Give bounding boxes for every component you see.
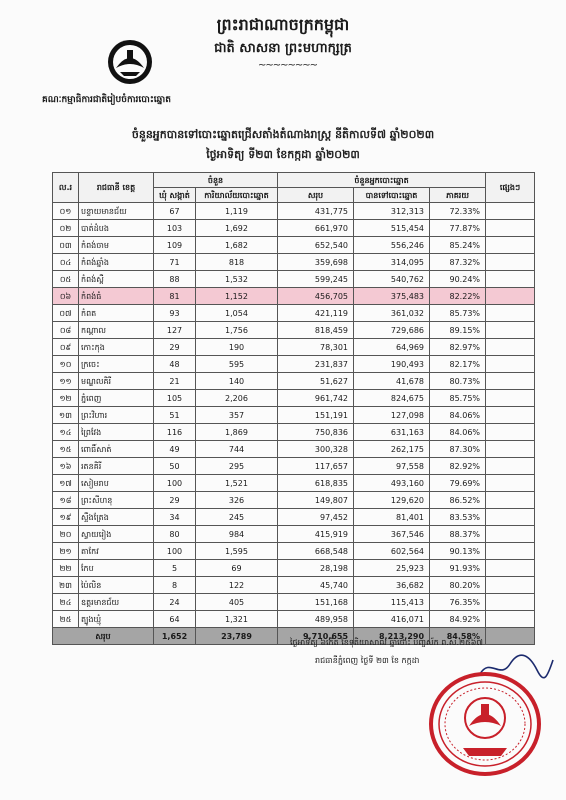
cell-province: ឧត្តរមានជ័យ	[79, 594, 154, 611]
cell-total: 149,807	[278, 492, 354, 509]
table-row	[53, 441, 535, 458]
table-row	[53, 543, 535, 560]
cell-percent: 83.53%	[430, 509, 486, 526]
cell-stations: 1,692	[196, 220, 278, 237]
cell-no: ២២	[53, 560, 79, 577]
cell-percent: 89.15%	[430, 322, 486, 339]
table-row	[53, 254, 535, 271]
cell-notes	[486, 492, 535, 509]
kingdom-heading: ព្រះរាជាណាចក្រកម្ពុជា	[216, 15, 350, 34]
table-row	[53, 560, 535, 577]
table-row	[53, 594, 535, 611]
cell-voted: 367,546	[354, 526, 430, 543]
cell-total: 421,119	[278, 305, 354, 322]
table-row	[53, 356, 535, 373]
cell-province: ព្រះវិហារ	[79, 407, 154, 424]
document-date: ថ្ងៃអាទិត្យ ទី២៣ ខែកក្កដា ឆ្នាំ២០២៣	[206, 148, 360, 161]
cell-no: ១៣	[53, 407, 79, 424]
cell-total: 431,775	[278, 203, 354, 220]
cell-stations: 122	[196, 577, 278, 594]
cell-voted: 25,923	[354, 560, 430, 577]
cell-voted: 127,098	[354, 407, 430, 424]
cell-notes	[486, 390, 535, 407]
cell-percent: 77.87%	[430, 220, 486, 237]
cell-stations: 1,152	[196, 288, 278, 305]
table-row	[53, 492, 535, 509]
cell-notes	[486, 509, 535, 526]
cell-percent: 88.37%	[430, 526, 486, 543]
cell-voted: 824,675	[354, 390, 430, 407]
cell-percent: 82.92%	[430, 458, 486, 475]
cell-province: ស្វាយរៀង	[79, 526, 154, 543]
cell-percent: 85.24%	[430, 237, 486, 254]
cell-no: ០៣	[53, 237, 79, 254]
cell-province: បន្ទាយមានជ័យ	[79, 203, 154, 220]
table-row	[53, 390, 535, 407]
cell-no: ២៤	[53, 594, 79, 611]
cell-total: 51,627	[278, 373, 354, 390]
cell-notes	[486, 577, 535, 594]
cell-no: ២០	[53, 526, 79, 543]
cell-stations: 1,595	[196, 543, 278, 560]
cell-notes	[486, 203, 535, 220]
cell-no: ១០	[53, 356, 79, 373]
cell-stations: 1,682	[196, 237, 278, 254]
ornamental-separator: ~~~~~~~~	[258, 60, 318, 71]
cell-voted: 556,246	[354, 237, 430, 254]
cell-percent: 87.30%	[430, 441, 486, 458]
cell-province: កំពង់ធំ	[79, 288, 154, 305]
document-title: ចំនួនអ្នកបានទៅបោះឆ្នោតជ្រើសតាំងតំណាងរាស្ត្រ នីតិកាលទី៧ ឆ្នាំ២០២៣	[131, 128, 435, 141]
totals-voted: 8,213,290	[354, 628, 430, 645]
cell-province: ព្រះសីហនុ	[79, 492, 154, 509]
cell-communes: 109	[154, 237, 196, 254]
cell-voted: 41,678	[354, 373, 430, 390]
cell-percent: 76.35%	[430, 594, 486, 611]
table-row	[53, 322, 535, 339]
cell-no: ១២	[53, 390, 79, 407]
cell-percent: 82.17%	[430, 356, 486, 373]
table-row	[53, 203, 535, 220]
national-motto: ជាតិ សាសនា ព្រះមហាក្សត្រ	[214, 41, 352, 56]
cell-province: កំពង់ចាម	[79, 237, 154, 254]
cell-communes: 88	[154, 271, 196, 288]
cell-communes: 24	[154, 594, 196, 611]
cell-province: ភ្នំពេញ	[79, 390, 154, 407]
table-row	[53, 271, 535, 288]
cell-communes: 100	[154, 475, 196, 492]
cell-total: 151,191	[278, 407, 354, 424]
table-row	[53, 220, 535, 237]
cell-province: កណ្ដាល	[79, 322, 154, 339]
cell-voted: 81,401	[354, 509, 430, 526]
cell-communes: 51	[154, 407, 196, 424]
cell-notes	[486, 475, 535, 492]
cell-percent: 90.24%	[430, 271, 486, 288]
cell-stations: 818	[196, 254, 278, 271]
cell-province: កំពត	[79, 305, 154, 322]
cell-total: 618,835	[278, 475, 354, 492]
cell-notes	[486, 237, 535, 254]
cell-voted: 97,558	[354, 458, 430, 475]
cell-communes: 71	[154, 254, 196, 271]
cell-no: ០៦	[53, 288, 79, 305]
totals-stations: 23,789	[196, 628, 278, 645]
totals-communes: 1,652	[154, 628, 196, 645]
header-stations: ការិយាល័យបោះឆ្នោត	[196, 188, 278, 203]
cell-notes	[486, 254, 535, 271]
cell-notes	[486, 560, 535, 577]
cell-stations: 1,321	[196, 611, 278, 628]
cell-stations: 245	[196, 509, 278, 526]
cell-stations: 1,869	[196, 424, 278, 441]
cell-voted: 262,175	[354, 441, 430, 458]
cell-percent: 80.20%	[430, 577, 486, 594]
table-row	[53, 611, 535, 628]
cell-percent: 87.32%	[430, 254, 486, 271]
cell-no: ០៧	[53, 305, 79, 322]
cell-percent: 72.33%	[430, 203, 486, 220]
cell-communes: 105	[154, 390, 196, 407]
cell-percent: 91.93%	[430, 560, 486, 577]
cell-province: កំពង់ឆ្នាំង	[79, 254, 154, 271]
cell-notes	[486, 407, 535, 424]
cell-percent: 90.13%	[430, 543, 486, 560]
lunar-date-line: ថ្ងៃអាទិត្យ ៦កើត ខែទុតិយាសាឍ ឆ្នាំថោះ បញ្ចស័ក ព.ស.២៥៦៧	[290, 638, 483, 647]
cell-communes: 116	[154, 424, 196, 441]
cell-stations: 69	[196, 560, 278, 577]
cell-notes	[486, 322, 535, 339]
cell-stations: 595	[196, 356, 278, 373]
cell-no: ១៩	[53, 509, 79, 526]
cell-communes: 29	[154, 492, 196, 509]
header-voters-group: ចំនួនអ្នកបោះឆ្នោត	[278, 173, 486, 188]
cell-voted: 515,454	[354, 220, 430, 237]
header-no: ល.រ	[53, 173, 79, 203]
cell-voted: 375,483	[354, 288, 430, 305]
cell-no: ១៨	[53, 492, 79, 509]
cell-percent: 82.97%	[430, 339, 486, 356]
cell-total: 300,328	[278, 441, 354, 458]
cell-total: 652,540	[278, 237, 354, 254]
table-row	[53, 305, 535, 322]
cell-total: 78,301	[278, 339, 354, 356]
cell-stations: 357	[196, 407, 278, 424]
cell-total: 28,198	[278, 560, 354, 577]
cell-communes: 81	[154, 288, 196, 305]
cell-stations: 326	[196, 492, 278, 509]
cell-voted: 416,071	[354, 611, 430, 628]
cell-no: ២១	[53, 543, 79, 560]
cell-percent: 85.73%	[430, 305, 486, 322]
cell-voted: 602,564	[354, 543, 430, 560]
cell-province: កែប	[79, 560, 154, 577]
cell-total: 750,836	[278, 424, 354, 441]
cell-voted: 129,620	[354, 492, 430, 509]
cell-communes: 34	[154, 509, 196, 526]
cell-communes: 21	[154, 373, 196, 390]
cell-province: ក្រចេះ	[79, 356, 154, 373]
cell-percent: 79.69%	[430, 475, 486, 492]
cell-no: ១៦	[53, 458, 79, 475]
header-count-group: ចំនួន	[154, 173, 278, 188]
header-notes: ផ្សេងៗ	[486, 173, 535, 203]
cell-total: 117,657	[278, 458, 354, 475]
cell-province: ត្បូងឃ្មុំ	[79, 611, 154, 628]
cell-communes: 50	[154, 458, 196, 475]
cell-notes	[486, 305, 535, 322]
cell-no: ១៧	[53, 475, 79, 492]
header-province: រាជធានី ខេត្ត	[79, 173, 154, 203]
cell-no: ១៥	[53, 441, 79, 458]
cell-province: កោះកុង	[79, 339, 154, 356]
cell-total: 961,742	[278, 390, 354, 407]
cell-notes	[486, 271, 535, 288]
official-seal-icon	[425, 668, 545, 780]
cell-total: 661,970	[278, 220, 354, 237]
cell-communes: 49	[154, 441, 196, 458]
cell-communes: 80	[154, 526, 196, 543]
cell-stations: 140	[196, 373, 278, 390]
cell-total: 599,245	[278, 271, 354, 288]
cell-province: រតនគិរី	[79, 458, 154, 475]
place-date-line: រាជធានីភ្នំពេញ ថ្ងៃទី ២៣ ខែ កក្កដា	[315, 656, 420, 665]
cell-notes	[486, 339, 535, 356]
table-row	[53, 526, 535, 543]
header-percent: ភាគរយ	[430, 188, 486, 203]
cell-stations: 1,532	[196, 271, 278, 288]
cell-no: ០២	[53, 220, 79, 237]
cell-stations: 1,054	[196, 305, 278, 322]
table-body	[53, 203, 535, 645]
cell-voted: 540,762	[354, 271, 430, 288]
cell-notes	[486, 594, 535, 611]
cell-province: ស្ទឹងត្រែង	[79, 509, 154, 526]
cell-total: 456,705	[278, 288, 354, 305]
cell-stations: 190	[196, 339, 278, 356]
cell-notes	[486, 526, 535, 543]
cell-communes: 93	[154, 305, 196, 322]
cell-notes	[486, 424, 535, 441]
cell-province: សៀមរាប	[79, 475, 154, 492]
table-row	[53, 237, 535, 254]
cell-no: ២៣	[53, 577, 79, 594]
cell-province: បាត់ដំបង	[79, 220, 154, 237]
turnout-table	[52, 172, 535, 645]
cell-stations: 295	[196, 458, 278, 475]
organization-name: គណៈកម្មាធិការជាតិរៀបចំការបោះឆ្នោត	[42, 95, 171, 105]
cell-total: 151,168	[278, 594, 354, 611]
table-row	[53, 339, 535, 356]
cell-total: 45,740	[278, 577, 354, 594]
cell-total: 231,837	[278, 356, 354, 373]
cell-province: មណ្ឌលគិរី	[79, 373, 154, 390]
header-voted: បានទៅបោះឆ្នោត	[354, 188, 430, 203]
cell-no: ១៤	[53, 424, 79, 441]
cell-notes	[486, 220, 535, 237]
cell-voted: 36,682	[354, 577, 430, 594]
cell-stations: 1,119	[196, 203, 278, 220]
table-row	[53, 577, 535, 594]
totals-percent: 84.58%	[430, 628, 486, 645]
cell-voted: 64,969	[354, 339, 430, 356]
cell-no: ០៩	[53, 339, 79, 356]
cell-percent: 80.73%	[430, 373, 486, 390]
totals-label: សរុប	[53, 628, 154, 645]
cell-percent: 84.92%	[430, 611, 486, 628]
cell-notes	[486, 611, 535, 628]
cell-stations: 744	[196, 441, 278, 458]
cell-province: កំពង់ស្ពឺ	[79, 271, 154, 288]
cell-total: 359,698	[278, 254, 354, 271]
table-row	[53, 288, 535, 305]
cell-communes: 67	[154, 203, 196, 220]
cell-voted: 631,163	[354, 424, 430, 441]
cell-percent: 86.52%	[430, 492, 486, 509]
cell-stations: 1,521	[196, 475, 278, 492]
cell-stations: 2,206	[196, 390, 278, 407]
table-row	[53, 424, 535, 441]
cell-no: ២៥	[53, 611, 79, 628]
cell-voted: 493,160	[354, 475, 430, 492]
table-row	[53, 509, 535, 526]
cell-voted: 314,095	[354, 254, 430, 271]
cell-percent: 84.06%	[430, 407, 486, 424]
cell-percent: 82.22%	[430, 288, 486, 305]
cell-total: 489,958	[278, 611, 354, 628]
cell-no: ០៥	[53, 271, 79, 288]
cell-no: ០១	[53, 203, 79, 220]
cell-communes: 48	[154, 356, 196, 373]
cell-communes: 5	[154, 560, 196, 577]
cell-voted: 729,686	[354, 322, 430, 339]
cell-communes: 8	[154, 577, 196, 594]
header-communes: ឃុំ សង្កាត់	[154, 188, 196, 203]
table-row	[53, 475, 535, 492]
cell-notes	[486, 543, 535, 560]
table-row	[53, 373, 535, 390]
cell-stations: 1,756	[196, 322, 278, 339]
cell-notes	[486, 288, 535, 305]
cell-communes: 29	[154, 339, 196, 356]
cell-no: ០៤	[53, 254, 79, 271]
cell-communes: 127	[154, 322, 196, 339]
cell-stations: 984	[196, 526, 278, 543]
cell-notes	[486, 458, 535, 475]
cell-province: តាកែវ	[79, 543, 154, 560]
table-row	[53, 458, 535, 475]
cell-communes: 100	[154, 543, 196, 560]
header-total: សរុប	[278, 188, 354, 203]
cell-no: ០៨	[53, 322, 79, 339]
cell-notes	[486, 441, 535, 458]
cell-province: ព្រៃវែង	[79, 424, 154, 441]
cell-total: 818,459	[278, 322, 354, 339]
cell-total: 668,548	[278, 543, 354, 560]
cell-province: ប៉ៃលិន	[79, 577, 154, 594]
totals-total: 9,710,655	[278, 628, 354, 645]
cell-stations: 405	[196, 594, 278, 611]
cell-voted: 361,032	[354, 305, 430, 322]
table-row	[53, 407, 535, 424]
cell-voted: 190,493	[354, 356, 430, 373]
cell-total: 97,452	[278, 509, 354, 526]
cell-notes	[486, 356, 535, 373]
cell-notes	[486, 373, 535, 390]
cell-communes: 64	[154, 611, 196, 628]
cell-province: ពោធិ៍សាត់	[79, 441, 154, 458]
cell-total: 415,919	[278, 526, 354, 543]
cell-percent: 85.75%	[430, 390, 486, 407]
cell-voted: 115,413	[354, 594, 430, 611]
nec-emblem-icon	[106, 38, 154, 86]
cell-percent: 84.06%	[430, 424, 486, 441]
cell-voted: 312,313	[354, 203, 430, 220]
cell-communes: 103	[154, 220, 196, 237]
cell-no: ១១	[53, 373, 79, 390]
